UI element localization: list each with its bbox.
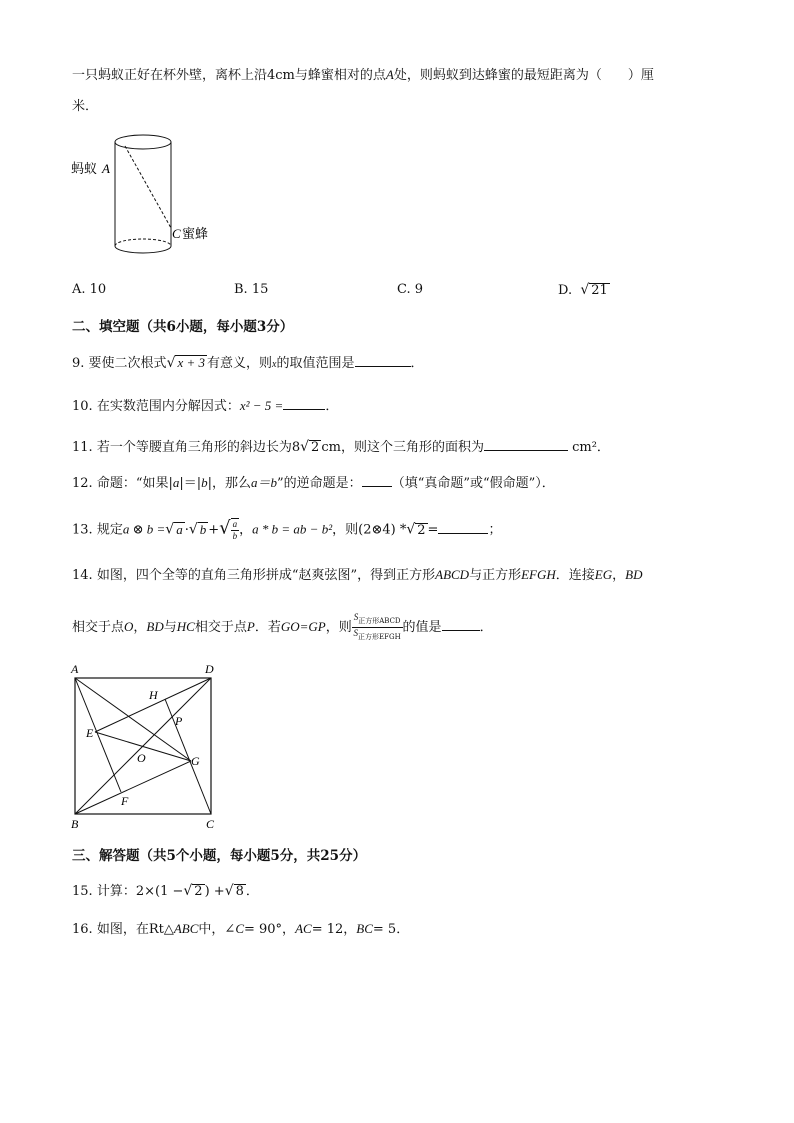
fig-label-ant: 蚂蚁: [71, 161, 98, 176]
question-10: 10. 在实数范围内分解因式：x² − 5 = ．: [72, 398, 339, 414]
answer-blank[interactable]: [484, 438, 568, 451]
option-b[interactable]: B. 15: [234, 282, 269, 297]
label-F: F: [121, 794, 129, 808]
question-14-line1: 14. 如图，四个全等的直角三角形拼成“赵爽弦图”，得到正方形ABCD与正方形EFGH．连接EG，BD: [72, 567, 643, 583]
cylinder-figure: [68, 128, 228, 263]
answer-blank[interactable]: [362, 474, 392, 487]
question-14-line2: 相交于点O，BD与HC相交于点P．若GO=GP，则 $\frac{S_{正方形ABCD}}{S_{正方形EFGH}}$ 的值是 ．: [72, 612, 493, 641]
answer-blank[interactable]: [438, 521, 488, 534]
label-P: P: [175, 714, 183, 728]
label-H: H: [149, 688, 158, 702]
option-c[interactable]: C. 9: [397, 282, 424, 297]
label-E: E: [86, 726, 94, 740]
question-16: 16. 如图，在Rt△ABC中，∠C= 90°，AC= 12，BC= 5．: [72, 921, 410, 937]
label-O: O: [137, 751, 146, 765]
section-3-title: 三、解答题（共5个小题，每小题5分，共25分）: [72, 848, 367, 864]
question-8-line2: 米．: [72, 99, 99, 114]
option-a[interactable]: A. 10: [72, 282, 107, 297]
label-G: G: [191, 754, 200, 768]
zhao-shuang-figure: [66, 660, 226, 832]
question-12: 12. 命题：“如果|a|＝|b|，那么a＝b”的逆命题是： （填“真命题”或“假命题”）．: [72, 475, 555, 491]
fig-label-c: C: [172, 226, 181, 241]
question-9: 9. 要使二次根式√ x + 3 有意义，则x的取值范围是 ．: [72, 355, 424, 371]
question-13: 13. 规定a ⊗ b =√ a ·√ b +√ $\frac{a}{b}$ ，a * b = ab − b²，则(2⊗4) *√ 2 = ；: [72, 517, 502, 541]
answer-blank[interactable]: [442, 618, 480, 631]
question-8-line1: 一只蚂蚁正好在杯外壁，离杯上沿4cm与蜂蜜相对的点A处，则蚂蚁到达蜂蜜的最短距离为（ ）厘: [72, 67, 654, 83]
answer-blank[interactable]: [283, 397, 325, 410]
section-2-title: 二、填空题（共6小题，每小题3分）: [72, 319, 294, 335]
label-D: D: [205, 662, 214, 676]
option-d[interactable]: D. √ 21: [558, 282, 608, 298]
answer-blank[interactable]: [355, 354, 411, 367]
question-11: 11. 若一个等腰直角三角形的斜边长为8√ 2 cm，则这个三角形的面积为 cm²．: [72, 439, 610, 455]
fig-label-honey: 蜜蜂: [182, 226, 209, 241]
label-B: B: [71, 817, 79, 831]
fig-label-a: A: [102, 161, 110, 176]
question-15: 15. 计算：2×(1 −√ 2 ) +√ 8 ．: [72, 883, 259, 899]
label-A: A: [71, 662, 79, 676]
label-C: C: [206, 817, 215, 831]
